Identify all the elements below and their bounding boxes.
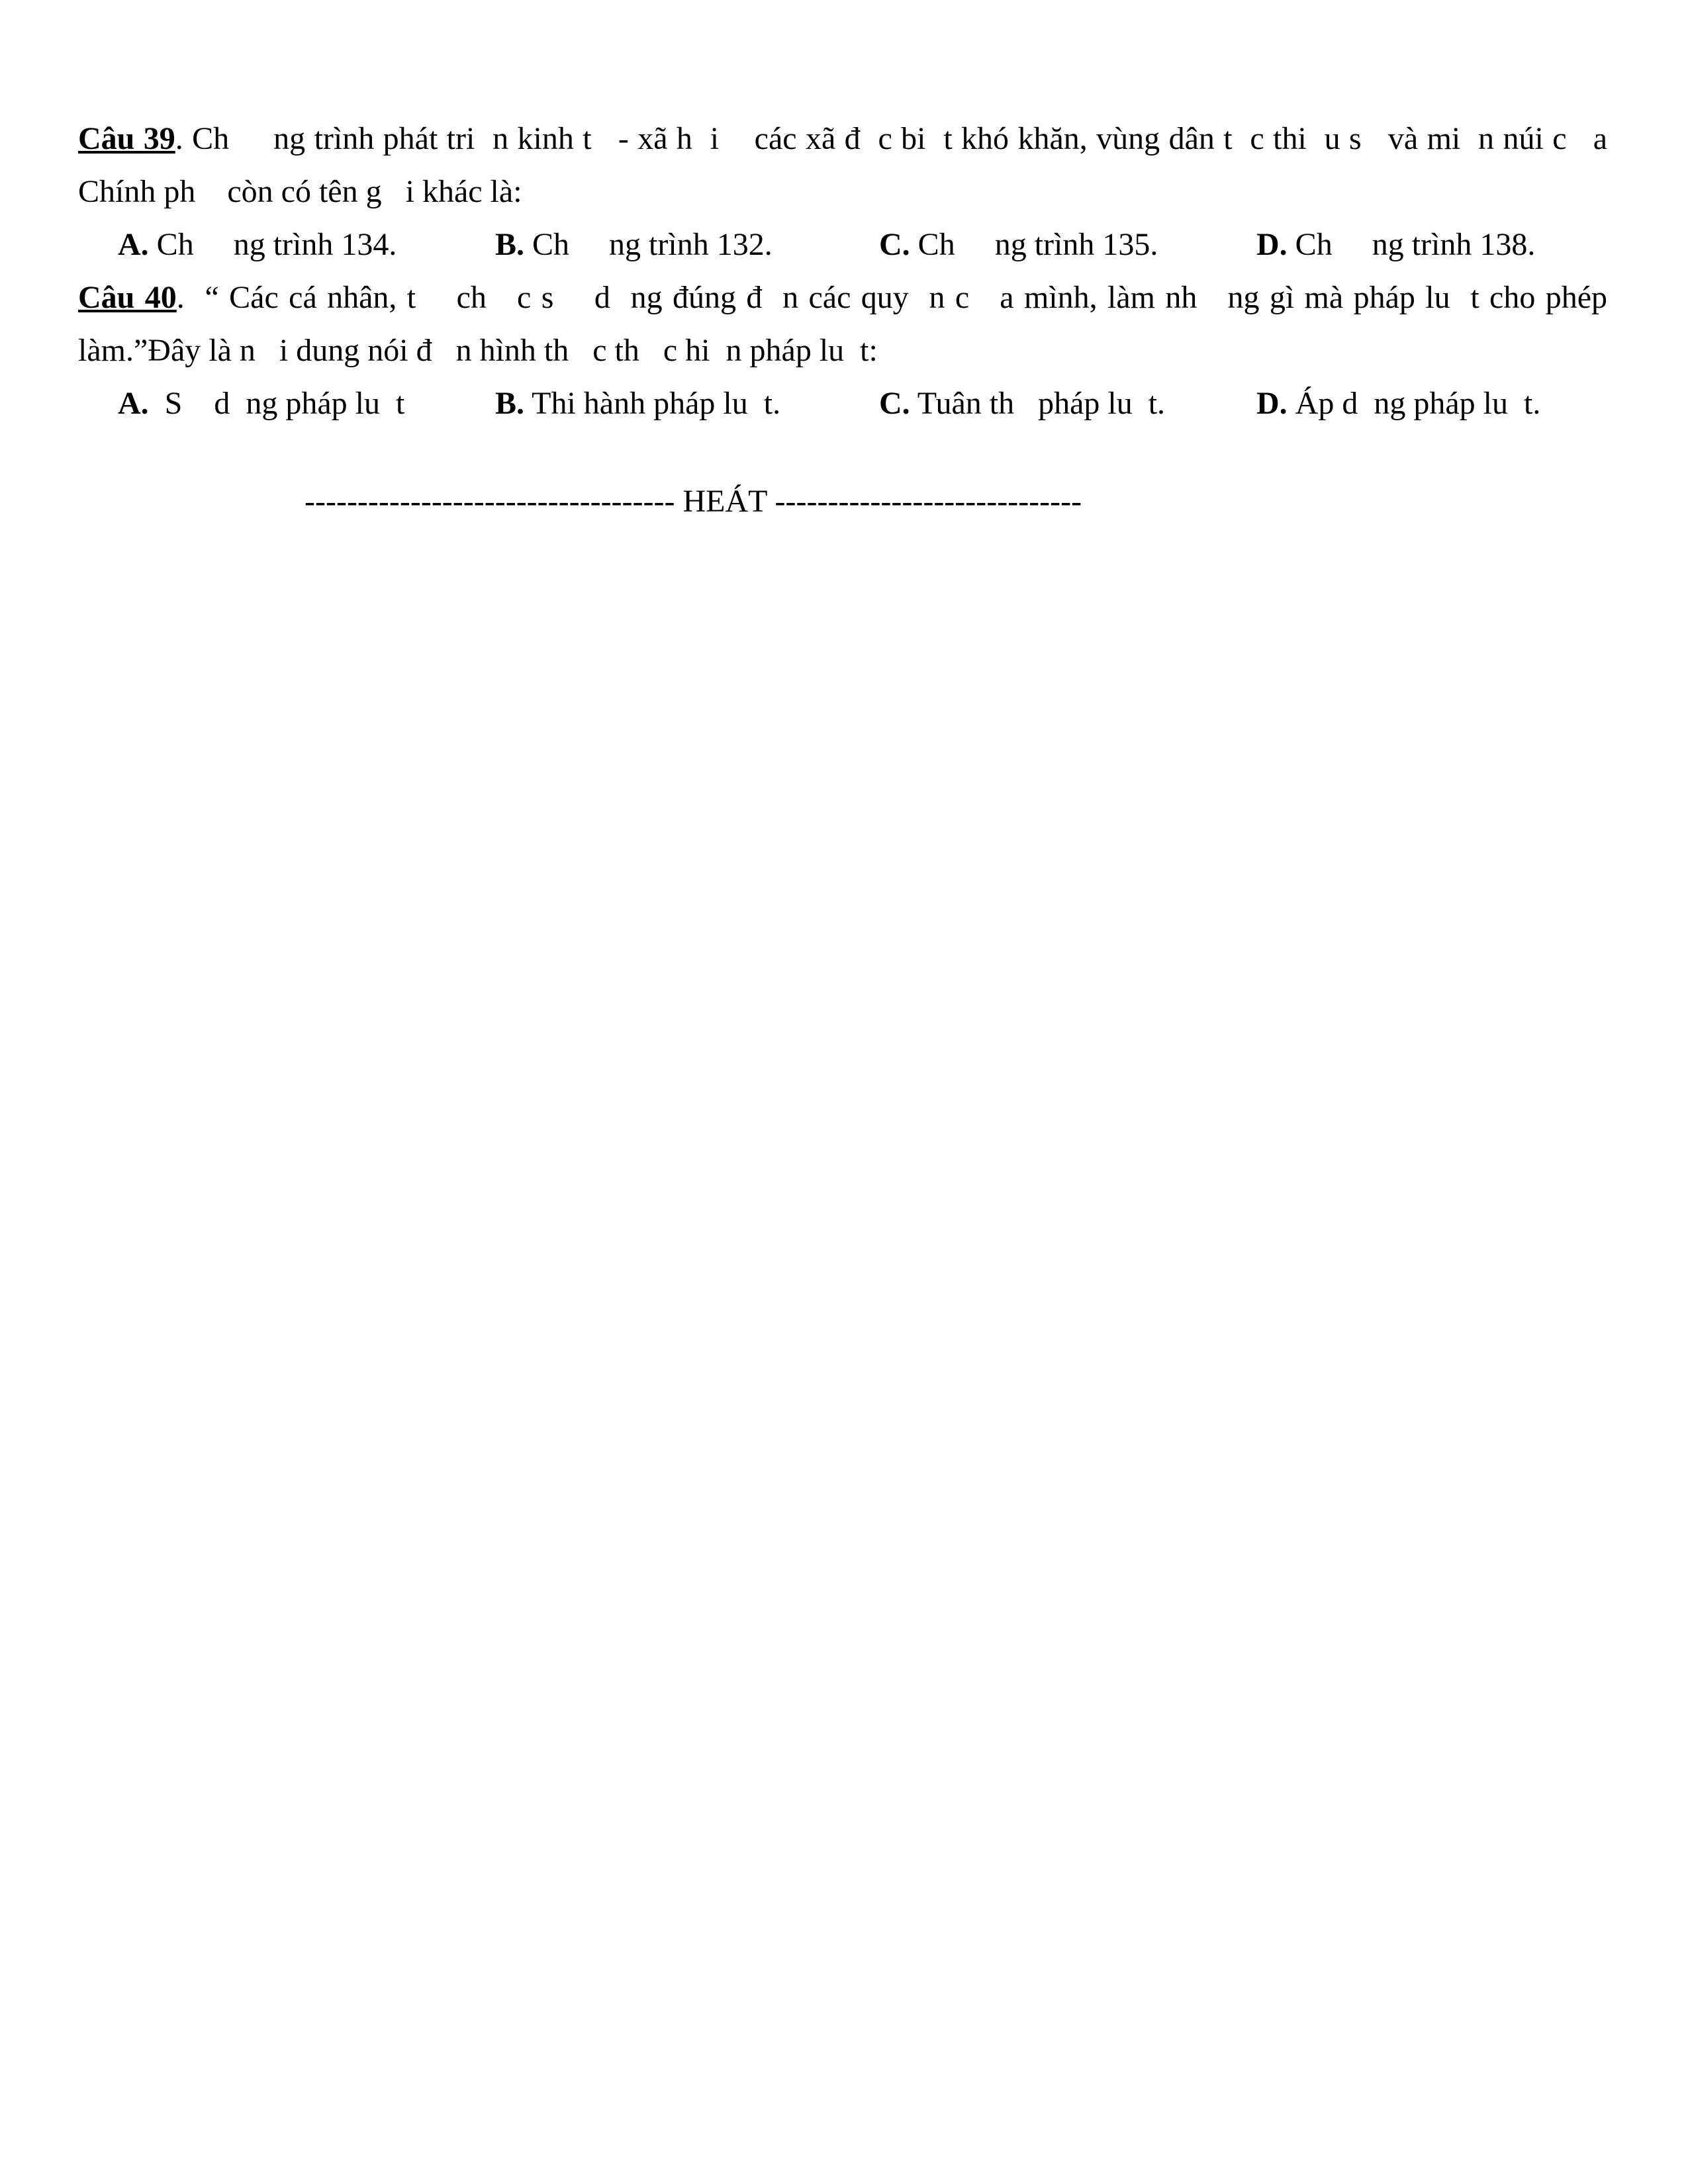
- option-a: [118, 377, 495, 430]
- option-letter: C.: [879, 227, 910, 262]
- question-text: [78, 113, 1616, 218]
- option-letter: A.: [118, 227, 149, 262]
- option-text: Ch ng trình 135.: [910, 227, 1158, 262]
- question-40: [78, 271, 1616, 430]
- answer-options: [78, 218, 1607, 271]
- option-letter: A.: [118, 386, 149, 421]
- exam-content: [78, 113, 1616, 430]
- option-b: [495, 218, 879, 271]
- option-letter: D.: [1256, 227, 1288, 262]
- option-text: Tuân th pháp lu t.: [910, 386, 1166, 421]
- question-number: Câu 39: [78, 121, 175, 156]
- end-marker: ----------------------------------- HEÁT -----------------------------: [305, 484, 1082, 519]
- option-letter: C.: [879, 386, 910, 421]
- option-text: S d ng pháp lu t: [148, 386, 405, 421]
- question-39: [78, 113, 1616, 271]
- option-d: [1256, 377, 1601, 430]
- option-text: Áp d ng pháp lu t.: [1287, 386, 1541, 421]
- answer-options: [78, 377, 1607, 430]
- option-letter: B.: [495, 227, 525, 262]
- option-text: Ch ng trình 134.: [148, 227, 397, 262]
- option-b: [495, 377, 879, 430]
- option-a: [118, 218, 495, 271]
- option-text: Thi hành pháp lu t.: [524, 386, 781, 421]
- option-letter: B.: [495, 386, 525, 421]
- option-letter: D.: [1256, 386, 1288, 421]
- option-c: [879, 218, 1256, 271]
- question-text: [78, 271, 1616, 377]
- question-number: Câu 40: [78, 280, 177, 315]
- option-d: [1256, 218, 1601, 271]
- option-c: [879, 377, 1256, 430]
- option-text: Ch ng trình 138.: [1287, 227, 1536, 262]
- option-text: Ch ng trình 132.: [524, 227, 773, 262]
- question-body: . “ Các cá nhân, t ch c s d ng đúng đ n các quy n c a mình, làm nh ng gì mà pháp lu t cho phép làm.”Đây là n i dung nói đ n hình th c th c hi n pháp lu t:: [78, 280, 1616, 368]
- question-body: . Ch ng trình phát tri n kinh t - xã h i các xã đ c bi t khó khăn, vùng dân t c thi u s và mi n núi c a Chính ph còn có tên g i khác là:: [78, 121, 1616, 209]
